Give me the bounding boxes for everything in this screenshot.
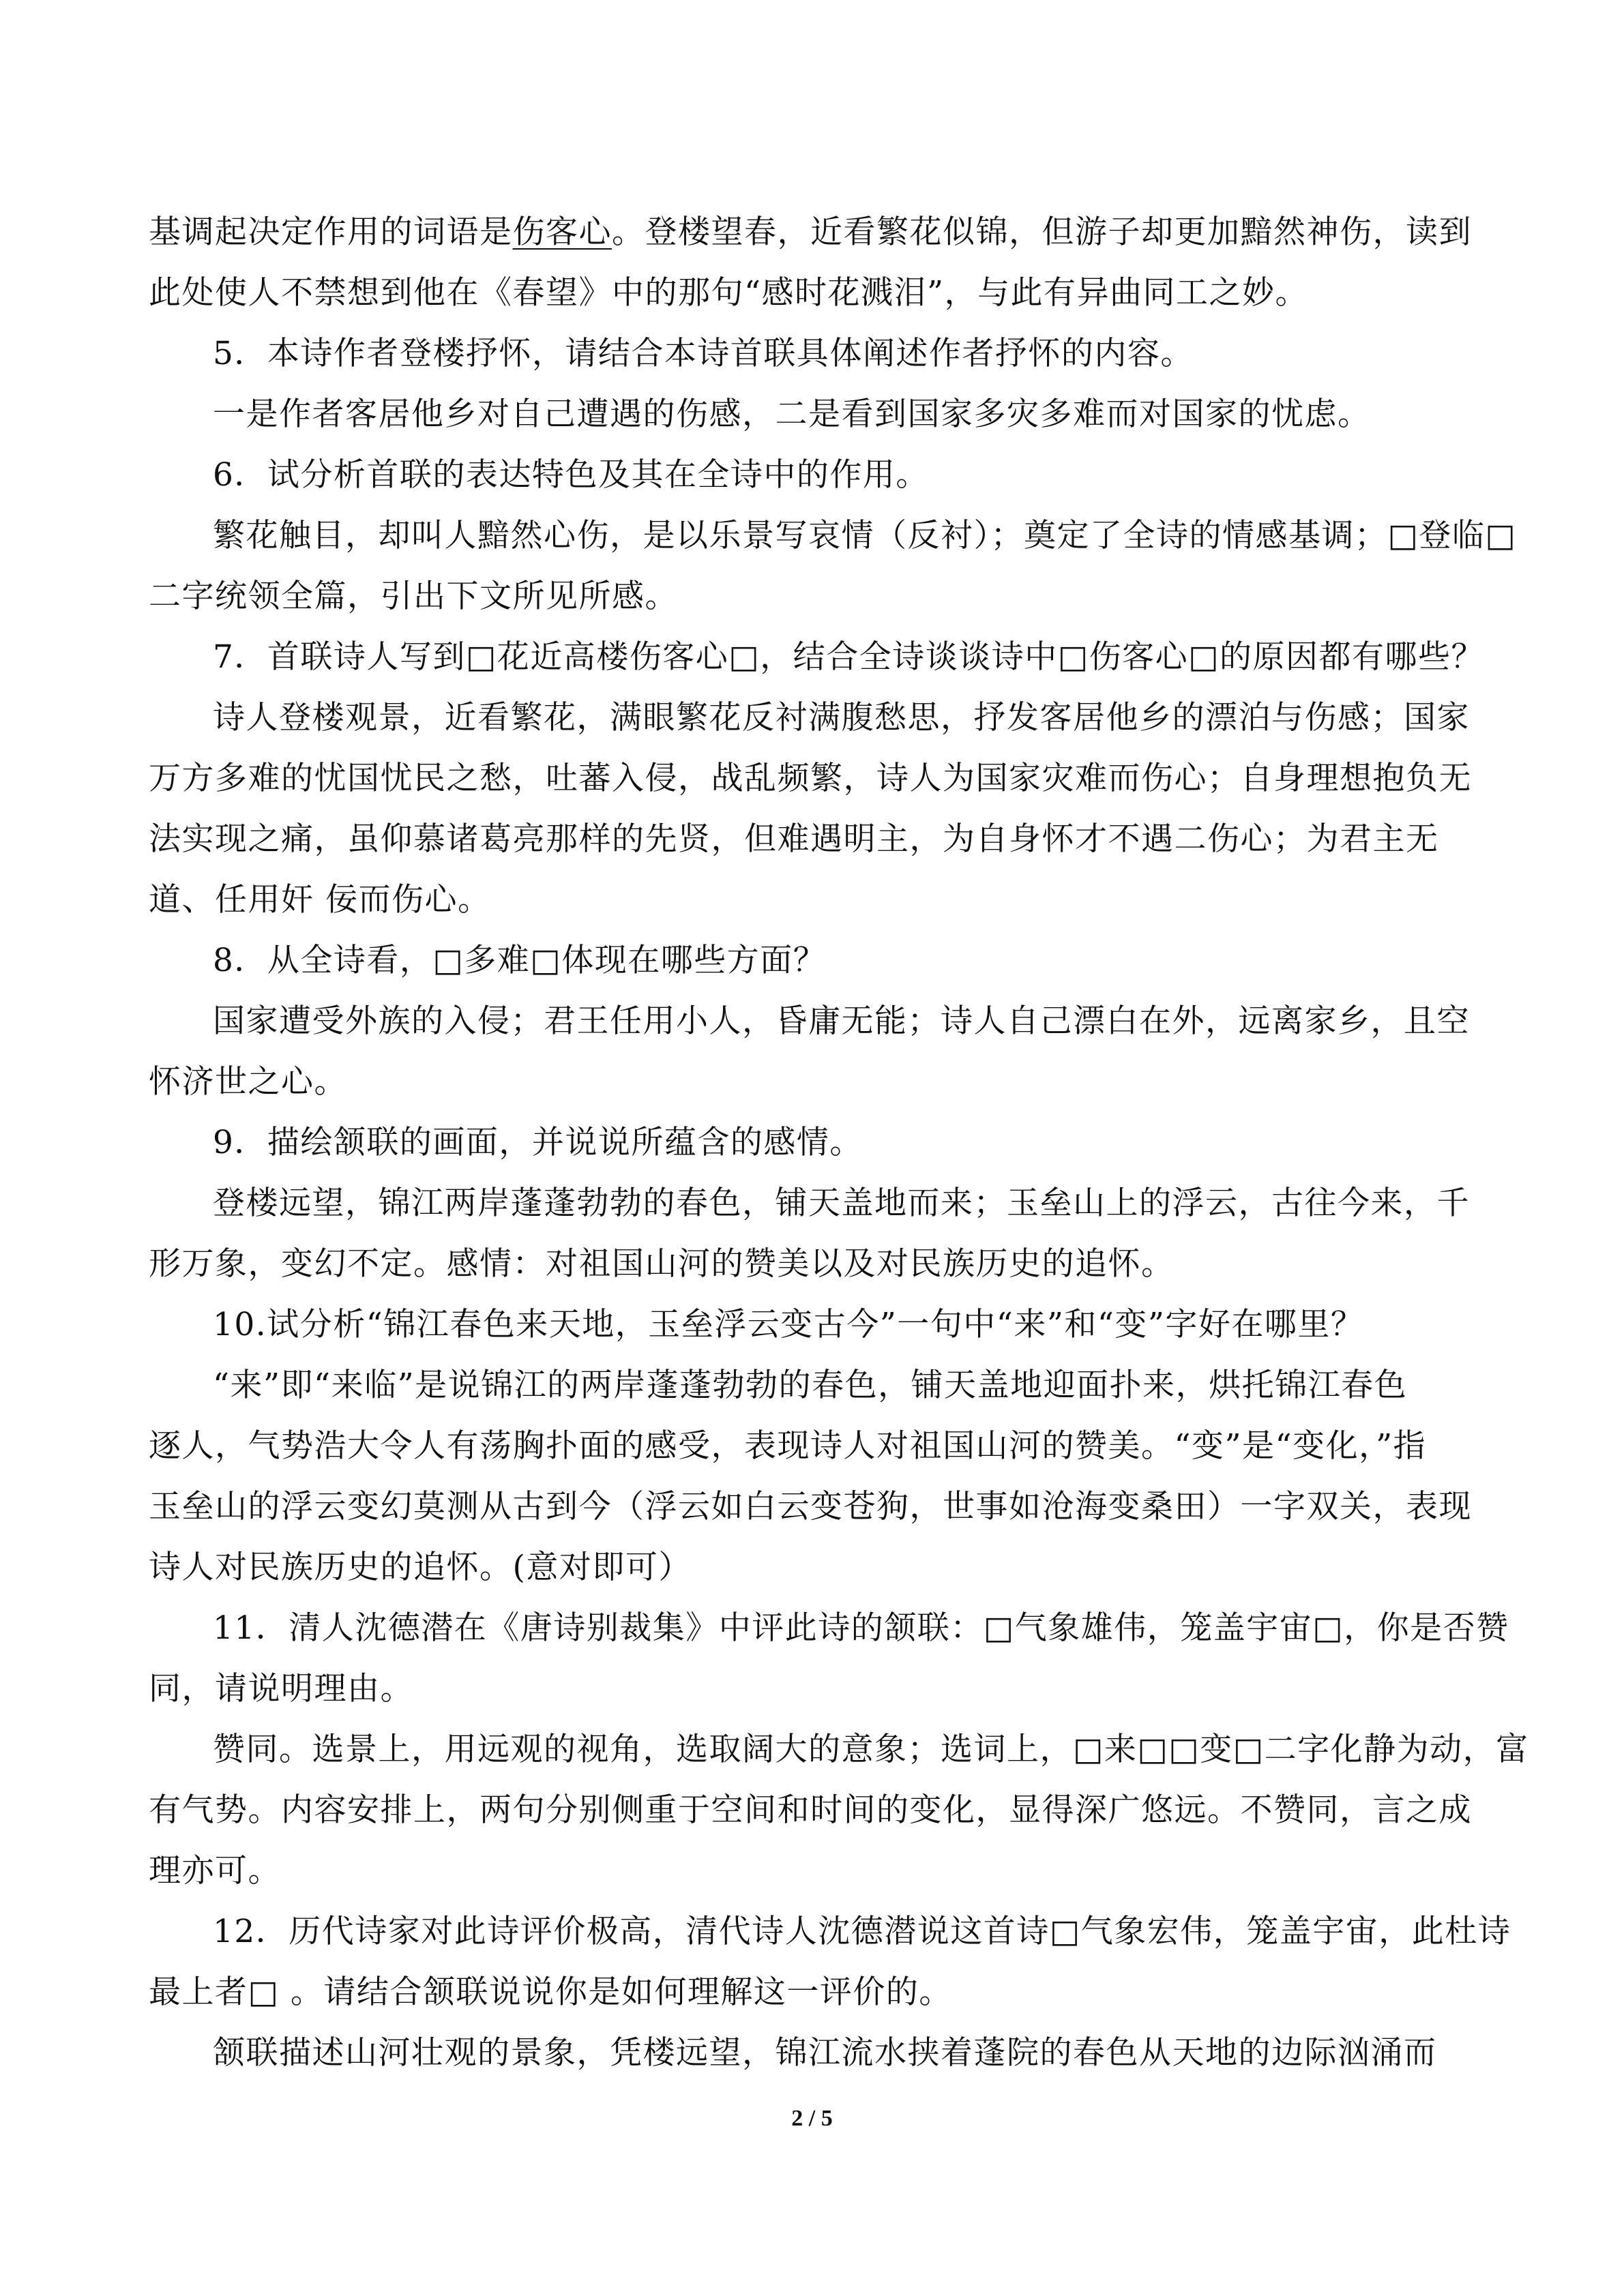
document-body <box>149 202 1529 2083</box>
text-line <box>149 202 1486 263</box>
text-line: 国家遭受外族的入侵；君王任用小人，昏庸无能；诗人自己漂白在外，远离家乡，且空 <box>213 1002 1470 1040</box>
text-line: 9．描绘颔联的画面，并说说所蕴含的感情。 <box>213 1124 863 1161</box>
text-line: 形万象，变幻不定。感情：对祖国山河的赞美以及对民族历史的追怀。 <box>149 1245 1175 1283</box>
page-number: 2 / 5 <box>791 2106 833 2131</box>
text-line: 二字统领全篇，引出下文所见所感。 <box>149 578 678 615</box>
text-line: 最上者□ 。请结合颔联说说你是如何理解这一评价的。 <box>149 1973 952 2011</box>
text-line: 怀济世之心。 <box>149 1063 347 1101</box>
text-line: 10.试分析“锦江春色来天地，玉垒浮云变古今”一句中“来”和“变”字好在哪里？ <box>213 1306 1364 1343</box>
text-line: 颔联描述山河壮观的景象，凭楼远望，锦江流水挟着蓬院的春色从天地的边际汹涌而 <box>213 2034 1437 2072</box>
text-line: 玉垒山的浮云变幻莫测从古到今（浮云如白云变苍狗，世事如沧海变桑田）一字双关，表现 <box>149 1488 1472 1525</box>
text-segment: 基调起决定作用的词语是 <box>149 213 513 251</box>
text-line: 诗人登楼观景，近看繁花，满眼繁花反衬满腹愁思，抒发客居他乡的漂泊与伤感；国家 <box>213 699 1470 736</box>
text-line: 登楼远望，锦江两岸蓬蓬勃勃的春色，铺天盖地而来；玉垒山上的浮云，古往今来，千 <box>213 1184 1470 1222</box>
text-line: 诗人对民族历史的追怀。(意对即可） <box>149 1549 692 1586</box>
text-line: 6．试分析首联的表达特色及其在全诗中的作用。 <box>213 456 929 494</box>
text-segment: 。登楼望春，近看繁花似锦，但游子却更加黯然神伤，读到 <box>612 213 1472 251</box>
text-line: 12．历代诗家对此诗评价极高，清代诗人沈德潜说这首诗□气象宏伟，笼盖宇宙，此杜诗 <box>213 1913 1511 1950</box>
text-line: 同，请说明理由。 <box>149 1670 413 1708</box>
text-line: 逐人，气势浩大令人有荡胸扑面的感受，表现诗人对祖国山河的赞美。“变”是“变化，”指 <box>149 1427 1427 1465</box>
text-line: 法实现之痛，虽仰慕诸葛亮那样的先贤，但难遇明主，为自身怀才不遇二伤心；为君主无 <box>149 820 1439 858</box>
text-line: 此处使人不禁想到他在《春望》中的那句“感时花溅泪”，与此有异曲同工之妙。 <box>149 274 1309 312</box>
text-line: 5．本诗作者登楼抒怀，请结合本诗首联具体阐述作者抒怀的内容。 <box>213 335 1194 372</box>
text-line: 繁花触目，却叫人黯然心伤，是以乐景写哀情（反衬）；奠定了全诗的情感基调；□登临□ <box>213 517 1517 554</box>
text-line: 赞同。选景上，用远观的视角，选取阔大的意象；选词上，□来□□变□二字化静为动，富 <box>213 1731 1529 1768</box>
text-line: 万方多难的忧国忧民之愁，吐蕃入侵，战乱频繁，诗人为国家灾难而伤心；自身理想抱负无 <box>149 760 1472 797</box>
underlined-keyword: 伤客心 <box>512 213 612 251</box>
text-line: 一是作者客居他乡对自己遭遇的伤感，二是看到国家多灾多难而对国家的忧虑。 <box>213 396 1371 433</box>
text-line: “来”即“来临”是说锦江的两岸蓬蓬勃勃的春色，铺天盖地迎面扑来，烘托锦江春色 <box>213 1367 1408 1404</box>
text-line: 7．首联诗人写到□花近高楼伤客心□，结合全诗谈谈诗中□伤客心□的原因都有哪些？ <box>213 638 1485 676</box>
text-line: 有气势。内容安排上，两句分别侧重于空间和时间的变化，显得深广悠远。不赞同，言之成 <box>149 1791 1472 1829</box>
text-line: 8．从全诗看，□多难□体现在哪些方面？ <box>213 942 827 979</box>
text-line: 11．清人沈德潜在《唐诗别裁集》中评此诗的颔联：□气象雄伟，笼盖宇宙□，你是否赞 <box>213 1609 1509 1647</box>
text-line: 理亦可。 <box>149 1852 281 1890</box>
text-line: 道、任用奸 佞而伤心。 <box>149 881 491 919</box>
